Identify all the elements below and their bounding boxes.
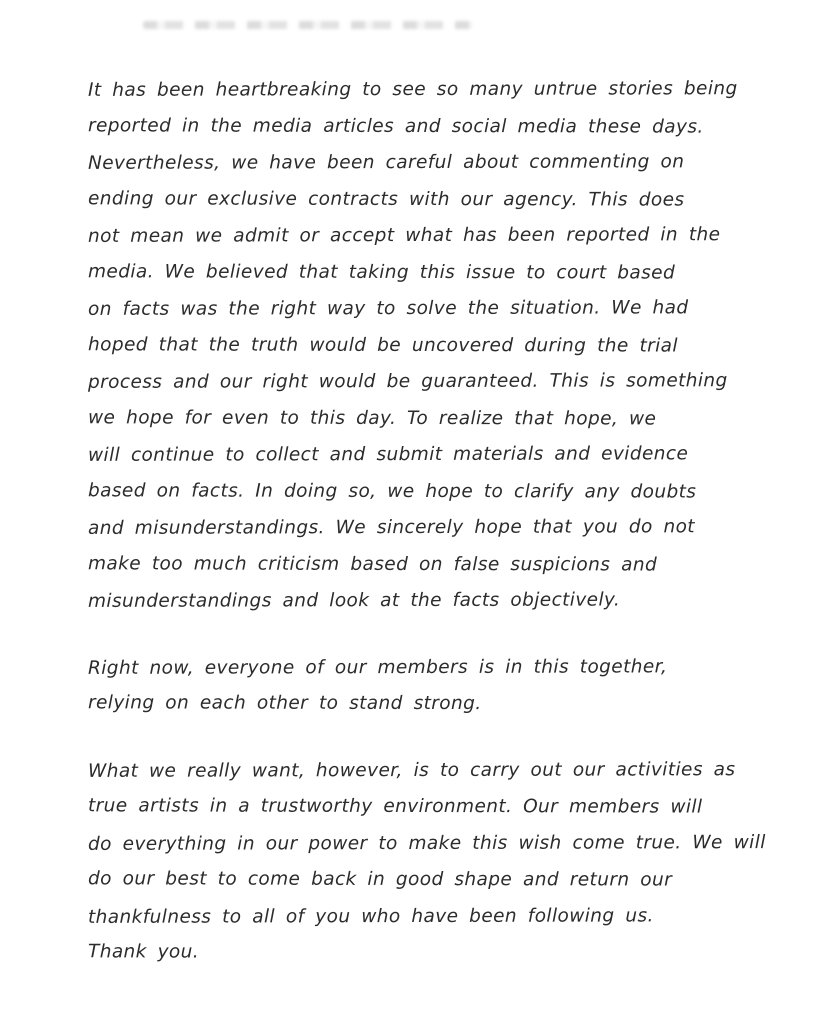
letter-line: not mean we admit or accept what has been reported in the	[87, 224, 721, 247]
letter-line: and misunderstandings. We sincerely hope that you do not	[87, 516, 695, 539]
letter-line: What we really want, however, is to carry out our activities as	[87, 758, 736, 782]
letter-line: make too much criticism based on false suspicions and	[87, 552, 658, 575]
letter-line: will continue to collect and submit materials and evidence	[87, 443, 689, 466]
redacted-faint-text-line	[143, 21, 473, 29]
letter-line: ending our exclusive contracts with our agency. This does	[87, 187, 685, 211]
letter-line: misunderstandings and look at the facts objectively.	[87, 589, 621, 612]
letter-line: process and our right would be guaranteed. This is something	[87, 370, 728, 393]
letter-paragraph-3	[87, 753, 766, 972]
letter-line: do our best to come back in good shape and return our	[87, 868, 673, 891]
letter-body	[87, 72, 766, 972]
letter-line: media. We believed that taking this issue to court based	[87, 260, 676, 284]
letter-line: It has been heartbreaking to see so many untrue stories being	[87, 78, 738, 101]
letter-paragraph-2	[88, 650, 759, 723]
letter-paragraph-1	[88, 72, 759, 620]
letter-line: on facts was the right way to solve the situation. We had	[87, 297, 689, 320]
letter-line: Nevertheless, we have been careful about commenting on	[87, 151, 685, 174]
letter-line: relying on each other to stand strong.	[87, 692, 482, 715]
letter-line: Thank you.	[87, 941, 200, 963]
letter-line: hoped that the truth would be uncovered during the trial	[87, 333, 678, 357]
letter-line: true artists in a trustworthy environment. Our members will	[87, 795, 703, 818]
letter-line: thankfulness to all of you who have been following us.	[87, 904, 654, 928]
letter-line: we hope for even to this day. To realize that hope, we	[87, 406, 657, 429]
letter-line: reported in the media articles and social media these days.	[87, 114, 704, 138]
letter-line: based on facts. In doing so, we hope to clarify any doubts	[87, 479, 697, 503]
letter-line: Right now, everyone of our members is in this together,	[87, 655, 668, 679]
letter-line: do everything in our power to make this wish come true. We will	[87, 831, 766, 855]
